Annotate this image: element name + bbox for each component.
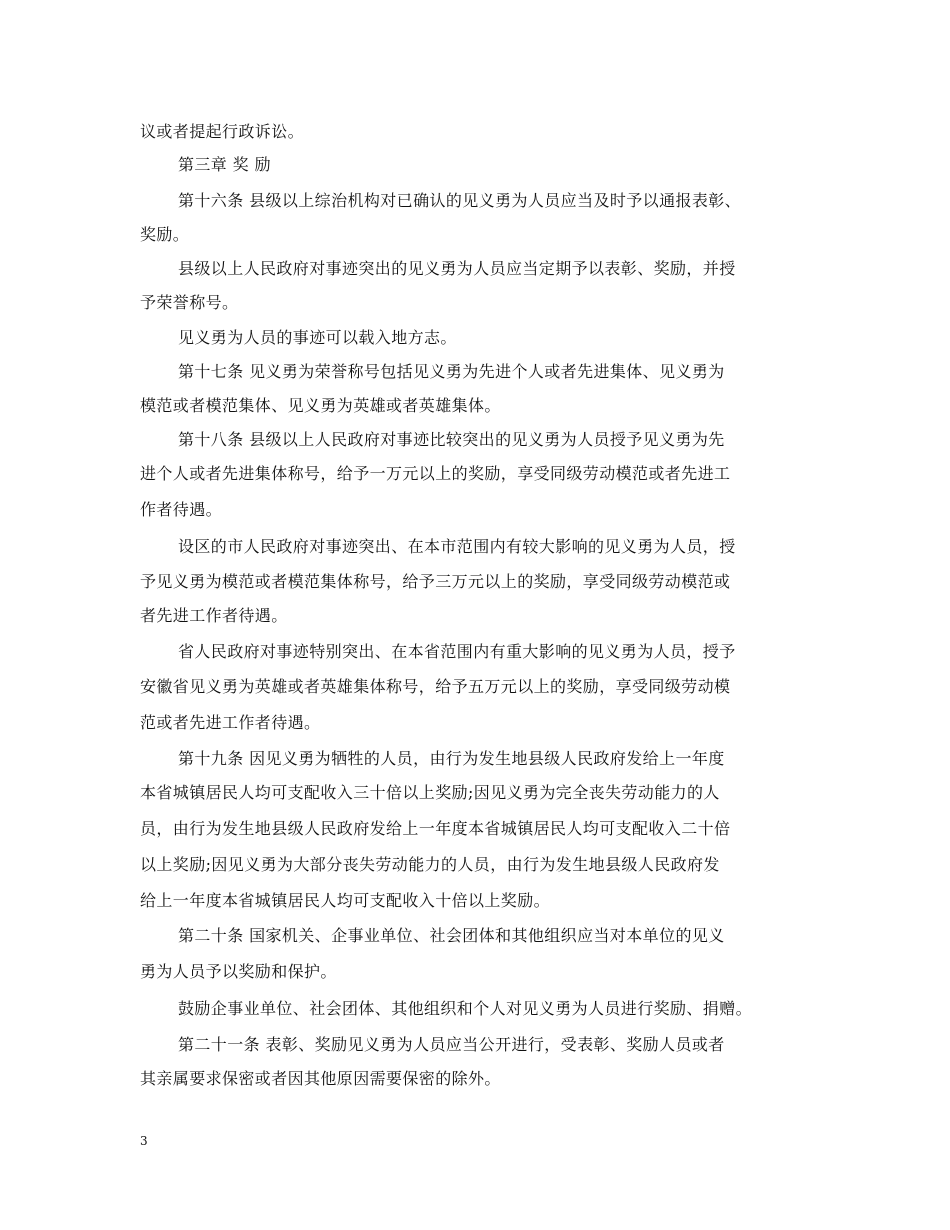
text-line: 鼓励企事业单位、社会团体、其他组织和个人对见义勇为人员进行奖励、捐赠。: [178, 999, 753, 1018]
text-line: 以上奖励;因见义勇为大部分丧失劳动能力的人员，由行为发生地县级人民政府发: [140, 855, 720, 874]
text-line: 设区的市人民政府对事迹突出、在本市范围内有较大影响的见义勇为人员，授: [178, 537, 736, 556]
text-line: 模范或者模范集体、见义勇为英雄或者英雄集体。: [140, 396, 501, 415]
text-line: 进个人或者先进集体称号，给予一万元以上的奖励，享受同级劳动模范或者先进工: [140, 464, 731, 483]
text-line: 本省城镇居民人均可支配收入三十倍以上奖励;因见义勇为完全丧失劳动能力的人: [140, 783, 720, 802]
text-line: 其亲属要求保密或者因其他原因需要保密的除外。: [140, 1069, 501, 1088]
text-line: 者先进工作者待遇。: [140, 606, 288, 625]
text-line: 见义勇为人员的事迹可以载入地方志。: [178, 328, 457, 347]
chapter-heading: 第三章 奖 励: [178, 155, 271, 174]
text-line: 第十九条 因见义勇为牺牲的人员，由行为发生地县级人民政府发给上一年度: [178, 749, 725, 768]
text-line: 予荣誉称号。: [140, 293, 239, 312]
text-line: 予见义勇为模范或者模范集体称号，给予三万元以上的奖励，享受同级劳动模范或: [140, 572, 731, 591]
text-line: 第二十条 国家机关、企事业单位、社会团体和其他组织应当对本单位的见义: [178, 926, 725, 945]
text-line: 省人民政府对事迹特别突出、在本省范围内有重大影响的见义勇为人员，授予: [178, 642, 736, 661]
text-line: 安徽省见义勇为英雄或者英雄集体称号，给予五万元以上的奖励，享受同级劳动模: [140, 677, 731, 696]
text-line: 作者待遇。: [140, 500, 223, 519]
text-line: 第十八条 县级以上人民政府对事迹比较突出的见义勇为人员授予见义勇为先: [178, 430, 725, 449]
text-line: 范或者先进工作者待遇。: [140, 713, 321, 732]
text-line: 议或者提起行政诉讼。: [140, 122, 305, 141]
text-line: 奖励。: [140, 225, 190, 244]
text-line: 第十六条 县级以上综治机构对已确认的见义勇为人员应当及时予以通报表彰、: [178, 191, 742, 210]
text-line: 县级以上人民政府对事迹突出的见义勇为人员应当定期予以表彰、奖励，并授: [178, 259, 736, 278]
text-line: 给上一年度本省城镇居民人均可支配收入十倍以上奖励。: [140, 891, 551, 910]
text-line: 第十七条 见义勇为荣誉称号包括见义勇为先进个人或者先进集体、见义勇为: [178, 362, 725, 381]
text-line: 第二十一条 表彰、奖励见义勇为人员应当公开进行，受表彰、奖励人员或者: [178, 1035, 725, 1054]
text-line: 勇为人员予以奖励和保护。: [140, 962, 337, 981]
page-number: 3: [140, 1134, 148, 1148]
text-line: 员，由行为发生地县级人民政府发给上一年度本省城镇居民人均可支配收入二十倍: [140, 819, 731, 838]
